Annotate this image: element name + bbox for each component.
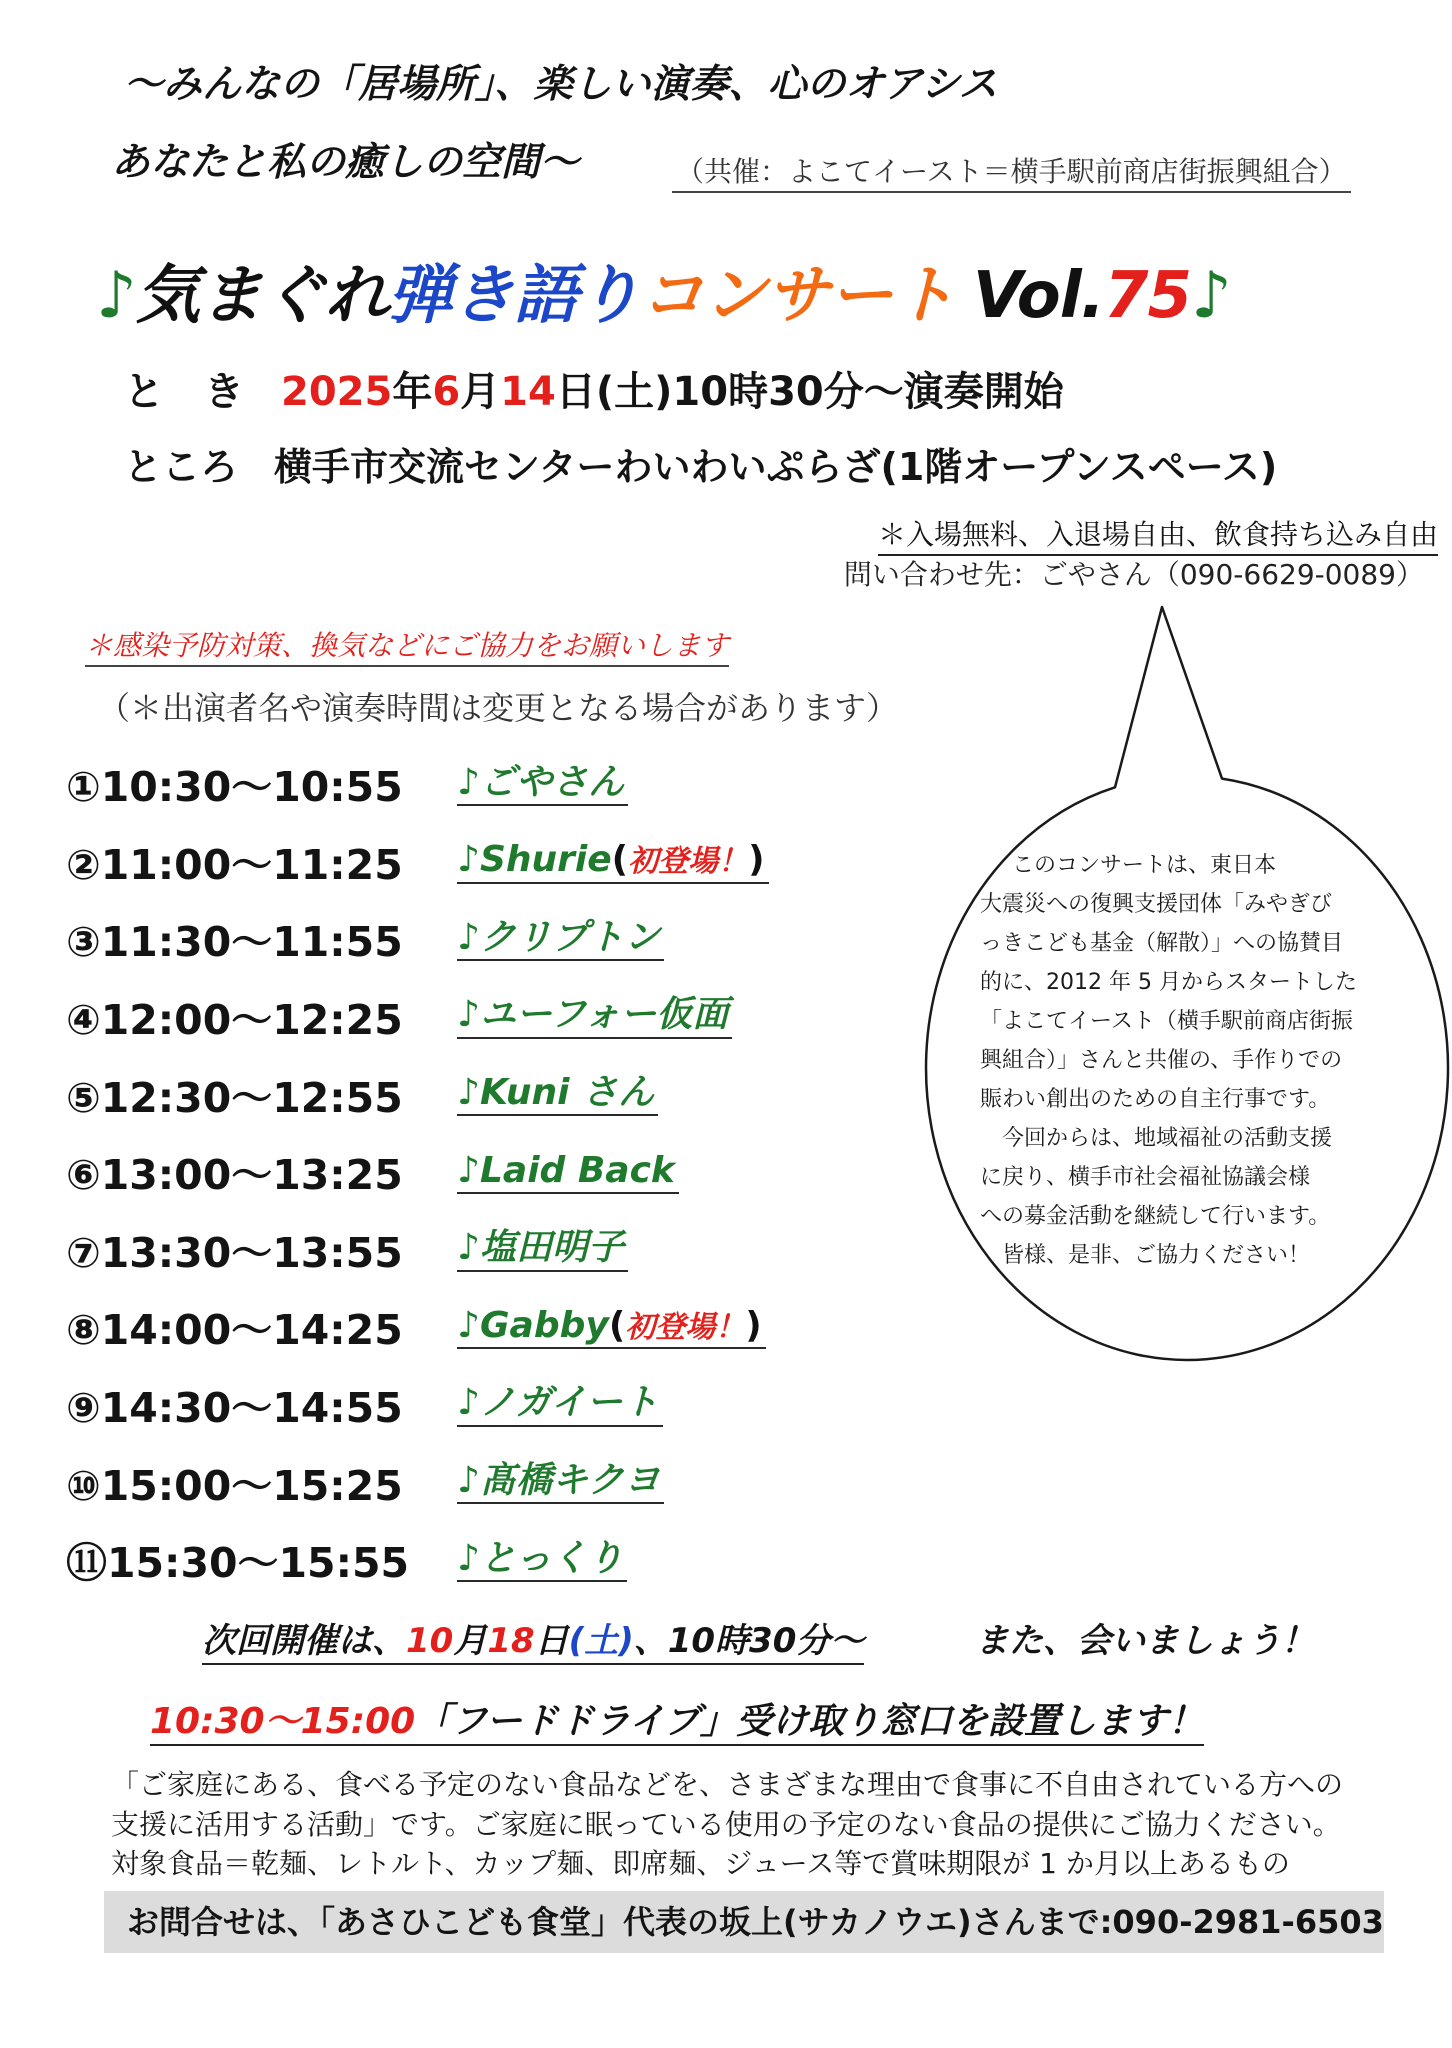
food-drive-time: 10:30～15:00 xyxy=(150,1701,416,1742)
music-note-left-icon: ♪ xyxy=(96,259,136,333)
badge-close-paren: ) xyxy=(745,1304,762,1346)
performer-name xyxy=(457,762,628,806)
food-drive-description xyxy=(111,1765,1343,1884)
schedule-row xyxy=(66,900,769,978)
slot-time: ⑧14:00～14:25 xyxy=(66,1306,403,1355)
performer-name xyxy=(457,1382,663,1426)
schedule-row xyxy=(66,1055,769,1133)
performer-name xyxy=(457,917,664,961)
performance-schedule xyxy=(66,745,769,1599)
slot-time: ⑪15:30～15:55 xyxy=(66,1539,410,1588)
title-vol-label: Vol. xyxy=(972,259,1104,333)
description-line: 「ご家庭にある、食べる予定のない食品などを、さまざまな理由で食事に不自由されている方への xyxy=(111,1768,1344,1801)
food-drive-headline xyxy=(150,1700,1204,1746)
first-appearance-badge: 初登場！ xyxy=(625,1309,746,1345)
performer-label: ♪Laid Back xyxy=(457,1149,675,1191)
concert-title xyxy=(96,258,1231,335)
performer-label: ♪髙橋キクヨ xyxy=(457,1459,660,1501)
venue: 横手市交流センターわいわいぷらざ(1階オープンスペース) xyxy=(274,445,1278,489)
where-label: ところ xyxy=(124,445,239,489)
schedule-row xyxy=(66,1521,769,1599)
date-day: 14 xyxy=(500,369,556,415)
description-line: 対象食品＝乾麺、レトルト、カップ麺、即席麺、ジュース等で賞味期限が 1 か月以上あるもの xyxy=(111,1847,1290,1880)
schedule-row xyxy=(66,978,769,1056)
date-month-unit: 月 xyxy=(460,369,501,415)
food-drive-title: 「フードドライブ」受け取り窓口を設置します！ xyxy=(415,1701,1204,1742)
badge-open-paren: ( xyxy=(611,839,629,881)
performer-label: ♪ごやさん xyxy=(457,761,624,803)
title-kimagure: 気まぐれ xyxy=(135,259,388,333)
bubble-line: 皆様、是非、ご協力ください！ xyxy=(980,1243,1311,1268)
next-event-day: 18 xyxy=(487,1621,535,1661)
description-line: 支援に活用する活動」です。ご家庭に眠っている使用の予定のない食品の提供にご協力ください。 xyxy=(111,1807,1341,1841)
title-vol-number: 75 xyxy=(1103,259,1191,333)
music-note-right-icon: ♪ xyxy=(1191,259,1231,333)
date-year: 2025 xyxy=(281,369,393,415)
schedule-row xyxy=(66,1366,769,1444)
bubble-line: 興組合）」さんと共催の、手作りでの xyxy=(980,1048,1343,1073)
inquiry-contact: 問い合わせ先：ごやさん（090-6629-0089） xyxy=(843,558,1424,591)
performer-name xyxy=(457,1538,627,1582)
slot-time: ⑥13:00～13:25 xyxy=(66,1151,403,1200)
bubble-line: このコンサートは、東日本 xyxy=(990,853,1277,878)
performer-name xyxy=(457,1072,658,1116)
performer-label: ♪とっくり xyxy=(457,1537,624,1579)
speech-bubble-text xyxy=(980,846,1357,1275)
when-label: と き xyxy=(124,369,244,415)
performer-name xyxy=(457,1460,664,1504)
cohost-note: （共催：よこてイースト＝横手駅前商店街振興組合） xyxy=(672,155,1351,193)
performer-name xyxy=(457,839,769,883)
slot-time: ⑨14:30～14:55 xyxy=(66,1384,403,1433)
schedule-row xyxy=(66,745,769,823)
contact-bar xyxy=(104,1891,1384,1953)
next-event-date xyxy=(202,1621,864,1665)
slot-time: ③11:30～11:55 xyxy=(66,918,403,967)
next-event-day-unit: 日 xyxy=(534,1621,569,1661)
bubble-line: に戻り、横手市社会福祉協議会様 xyxy=(980,1165,1311,1190)
date-rest: (土)10時30分～演奏開始 xyxy=(595,369,1064,415)
badge-close-paren: ) xyxy=(748,839,765,881)
date-day-unit: 日 xyxy=(555,369,596,415)
performer-label: ♪塩田明子 xyxy=(457,1227,624,1269)
next-event-month: 10 xyxy=(406,1621,454,1661)
performer-label: ♪Shurie xyxy=(457,839,612,881)
performer-name xyxy=(457,1305,766,1349)
performer-name xyxy=(457,1227,628,1271)
slot-time: ②11:00～11:25 xyxy=(66,840,403,889)
slot-time: ④12:00～12:25 xyxy=(66,996,403,1045)
change-note: （＊出演者名や演奏時間は変更となる場合があります） xyxy=(98,689,899,727)
tagline-line-2: あなたと私の癒しの空間～ xyxy=(111,140,580,185)
slot-time: ⑤12:30～12:55 xyxy=(66,1073,403,1122)
next-event-prefix: 次回開催は、 xyxy=(202,1621,406,1661)
bubble-line: 大震災への復興支援団体「みやぎび xyxy=(980,892,1333,917)
performer-label: ♪Gabby xyxy=(457,1304,609,1346)
title-concert: コンサート xyxy=(639,259,955,333)
performer-label: ♪クリプトン xyxy=(457,916,660,958)
bubble-line: 的に、2012 年 5 月からスタートした xyxy=(980,970,1357,995)
contact-text: お問合せは、「あさひこども食堂」代表の坂上(サカノウエ)さんまで:090-2981-6503 xyxy=(127,1903,1384,1941)
bubble-line: への募金活動を継続して行います。 xyxy=(980,1204,1331,1229)
tagline-line-1: ～みんなの「居場所」、楽しい演奏、心のオアシス xyxy=(124,62,998,107)
infection-note: ＊感染予防対策、換気などにご協力をお願いします xyxy=(85,629,729,667)
date-month: 6 xyxy=(432,369,461,415)
title-hikigatari: 弾き語り xyxy=(387,259,640,333)
performer-label: ♪ノガイート xyxy=(457,1382,659,1424)
schedule-row xyxy=(66,1211,769,1289)
date-year-unit: 年 xyxy=(392,369,433,415)
badge-open-paren: ( xyxy=(608,1304,626,1346)
performer-label: ♪ユーフォー仮面 xyxy=(457,994,729,1036)
bubble-line: 今回からは、地域福祉の活動支援 xyxy=(980,1126,1333,1151)
farewell-message: また、会いましょう！ xyxy=(975,1621,1315,1661)
next-event-time: 、10時30分～ xyxy=(633,1621,865,1661)
schedule-row xyxy=(66,1133,769,1211)
bubble-line: 「よこてイースト（横手駅前商店街振 xyxy=(980,1009,1353,1034)
event-date xyxy=(281,368,1064,416)
performer-name xyxy=(457,994,732,1038)
next-event-weekday: (土) xyxy=(568,1621,634,1661)
next-event-month-unit: 月 xyxy=(453,1621,488,1661)
schedule-row xyxy=(66,1288,769,1366)
admission-note: ＊入場無料、入退場自由、飲食持ち込み自由 xyxy=(878,518,1438,556)
slot-time: ⑩15:00～15:25 xyxy=(66,1461,403,1510)
schedule-row xyxy=(66,1443,769,1521)
slot-time: ⑦13:30～13:55 xyxy=(66,1228,403,1277)
first-appearance-badge: 初登場！ xyxy=(628,844,749,880)
schedule-row xyxy=(66,823,769,901)
performer-name xyxy=(457,1150,679,1194)
slot-time: ①10:30～10:55 xyxy=(66,763,403,812)
bubble-line: 賑わい創出のための自主行事です。 xyxy=(980,1087,1331,1112)
bubble-line: っきこども基金（解散）」への協賛目 xyxy=(980,931,1344,956)
performer-label: ♪Kuni さん xyxy=(457,1071,655,1113)
